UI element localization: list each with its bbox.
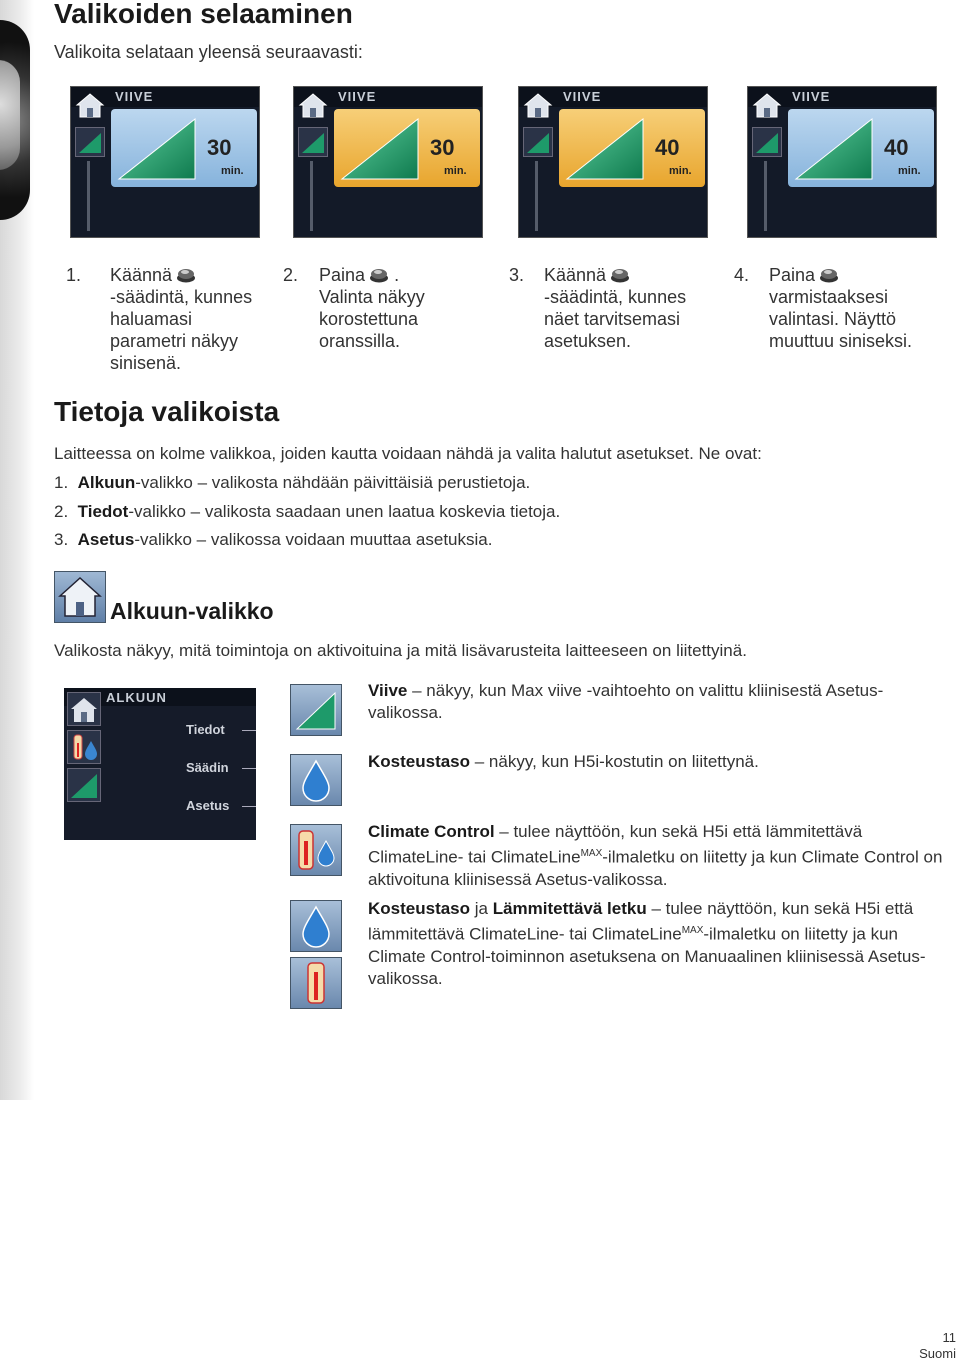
feature-viive: Viive – näkyy, kun Max viive -vaihtoehto on valittu kliinisestä Asetus-valikossa.: [368, 681, 884, 722]
ramp-icon: [794, 117, 874, 181]
delay-icon: [523, 127, 553, 157]
ramp-icon: [117, 117, 197, 181]
alkuun-screen: [64, 688, 256, 840]
page-footer: [919, 1330, 956, 1362]
device-knob-highlight: [0, 60, 20, 170]
delay-value: 30: [430, 135, 455, 160]
screen-header: VIIVE: [792, 89, 831, 104]
heated-tube-icon: [290, 957, 342, 1009]
screen-step-4: [747, 86, 937, 238]
delay-icon: [75, 127, 105, 157]
value-panel: [559, 109, 705, 187]
screen-header: VIIVE: [338, 89, 377, 104]
feature-kosteustaso-letku: Kosteustaso ja Lämmitettävä letku – tulee näyttöön, kun sekä H5i että lämmitettävä ClimateLine- tai ClimateLine$^{MAX}$-ilmaletku on liitetty ja kun Climate Control-toiminnon asetuksena on Manuaalinen kliinisessä Asetus-valikossa.: [368, 899, 926, 988]
dial-knob-icon: [176, 267, 196, 283]
ramp-icon: [340, 117, 420, 181]
intro-text: Valikoita selataan yleensä seuraavasti:: [54, 42, 363, 62]
feature-climate-control: Climate Control – tulee näyttöön, kun sekä H5i että lämmitettävä ClimateLine- tai ClimateLine$^{MAX}$-ilmaletku on liitetty ja kun Climate Control on aktivoituna kliinisessä Asetus-valikossa.: [368, 822, 943, 889]
page-number: 11: [942, 1330, 956, 1345]
section-title-menus: Tietoja valikoista: [54, 396, 280, 427]
delay-unit: min.: [898, 165, 921, 177]
step-text: -säädintä, kunnes näet tarvitsemasi asetuksen.: [544, 287, 687, 351]
delay-icon: [67, 768, 101, 802]
screen-header: VIIVE: [115, 89, 154, 104]
home-icon: [523, 91, 553, 119]
delay-icon: [298, 127, 328, 157]
menu-item-tiedot: 2. Tiedot-valikko – valikosta saadaan unen laatua koskevia tietoja.: [54, 502, 561, 521]
delay-unit: min.: [444, 165, 467, 177]
step-number: 2.: [283, 265, 299, 285]
home-icon: [75, 91, 105, 119]
step-text: . Valinta näkyy korostettuna oranssilla.: [319, 265, 425, 351]
climate-control-feature-icon: [290, 824, 342, 876]
humidity-feature-icon: [290, 754, 342, 806]
screen-step-2: [293, 86, 483, 238]
step-number: 3.: [509, 265, 525, 285]
climate-control-icon: [67, 730, 101, 764]
menu-tiedot[interactable]: Tiedot: [186, 722, 225, 737]
screen-header: ALKUUN: [106, 690, 167, 705]
menu-item-alkuun: 1. Alkuun-valikko – valikosta nähdään päivittäisiä perustietoja.: [54, 473, 531, 492]
step-verb: Käännä: [110, 265, 173, 285]
screen-header: VIIVE: [563, 89, 602, 104]
delay-value: 30: [207, 135, 232, 160]
step-number: 4.: [734, 265, 750, 285]
home-icon: [752, 91, 782, 119]
menus-lead: Laitteessa on kolme valikkoa, joiden kautta voidaan nähdä ja valita halutut asetukset. Ne ovat:: [54, 444, 762, 463]
page-title: Valikoiden selaaminen: [54, 0, 353, 29]
value-panel: [788, 109, 934, 187]
screen-step-1: [70, 86, 260, 238]
menu-item-asetus: 3. Asetus-valikko – valikossa voidaan muuttaa asetuksia.: [54, 530, 493, 549]
delay-icon: [752, 127, 782, 157]
menu-asetus[interactable]: Asetus: [186, 798, 230, 813]
menu-saadin[interactable]: Säädin: [186, 760, 229, 775]
delay-unit: min.: [221, 165, 244, 177]
value-panel: [334, 109, 480, 187]
step-text: -säädintä, kunnes haluamasi parametri näkyy sinisenä.: [110, 287, 253, 373]
section-title-alkuun: Alkuun-valikko: [110, 598, 274, 624]
home-icon: [67, 692, 101, 726]
value-panel: [111, 109, 257, 187]
ramp-icon: [565, 117, 645, 181]
delay-unit: min.: [669, 165, 692, 177]
home-icon: [298, 91, 328, 119]
step-number: 1.: [66, 265, 82, 285]
step-verb: Paina: [319, 265, 366, 285]
step-text: varmistaaksesi valintasi. Näyttö muuttuu siniseksi.: [769, 287, 913, 351]
dial-knob-icon: [610, 267, 630, 283]
humidity-level-icon: [290, 900, 342, 952]
dial-knob-icon: [819, 267, 839, 283]
screen-step-3: [518, 86, 708, 238]
step-verb: Käännä: [544, 265, 607, 285]
home-menu-icon: [54, 571, 106, 623]
delay-value: 40: [884, 135, 909, 160]
page-edge-decoration: [0, 0, 34, 1100]
delay-value: 40: [655, 135, 680, 160]
dial-knob-icon: [369, 267, 389, 283]
page-language: Suomi: [919, 1346, 956, 1361]
step-verb: Paina: [769, 265, 816, 285]
alkuun-description: Valikosta näkyy, mitä toimintoja on aktivoituina ja mitä lisävarusteita laitteeseen on liitettyinä.: [54, 641, 747, 660]
feature-kosteustaso: Kosteustaso – näkyy, kun H5i-kostutin on liitettynä.: [368, 752, 759, 771]
delay-feature-icon: [290, 684, 342, 736]
